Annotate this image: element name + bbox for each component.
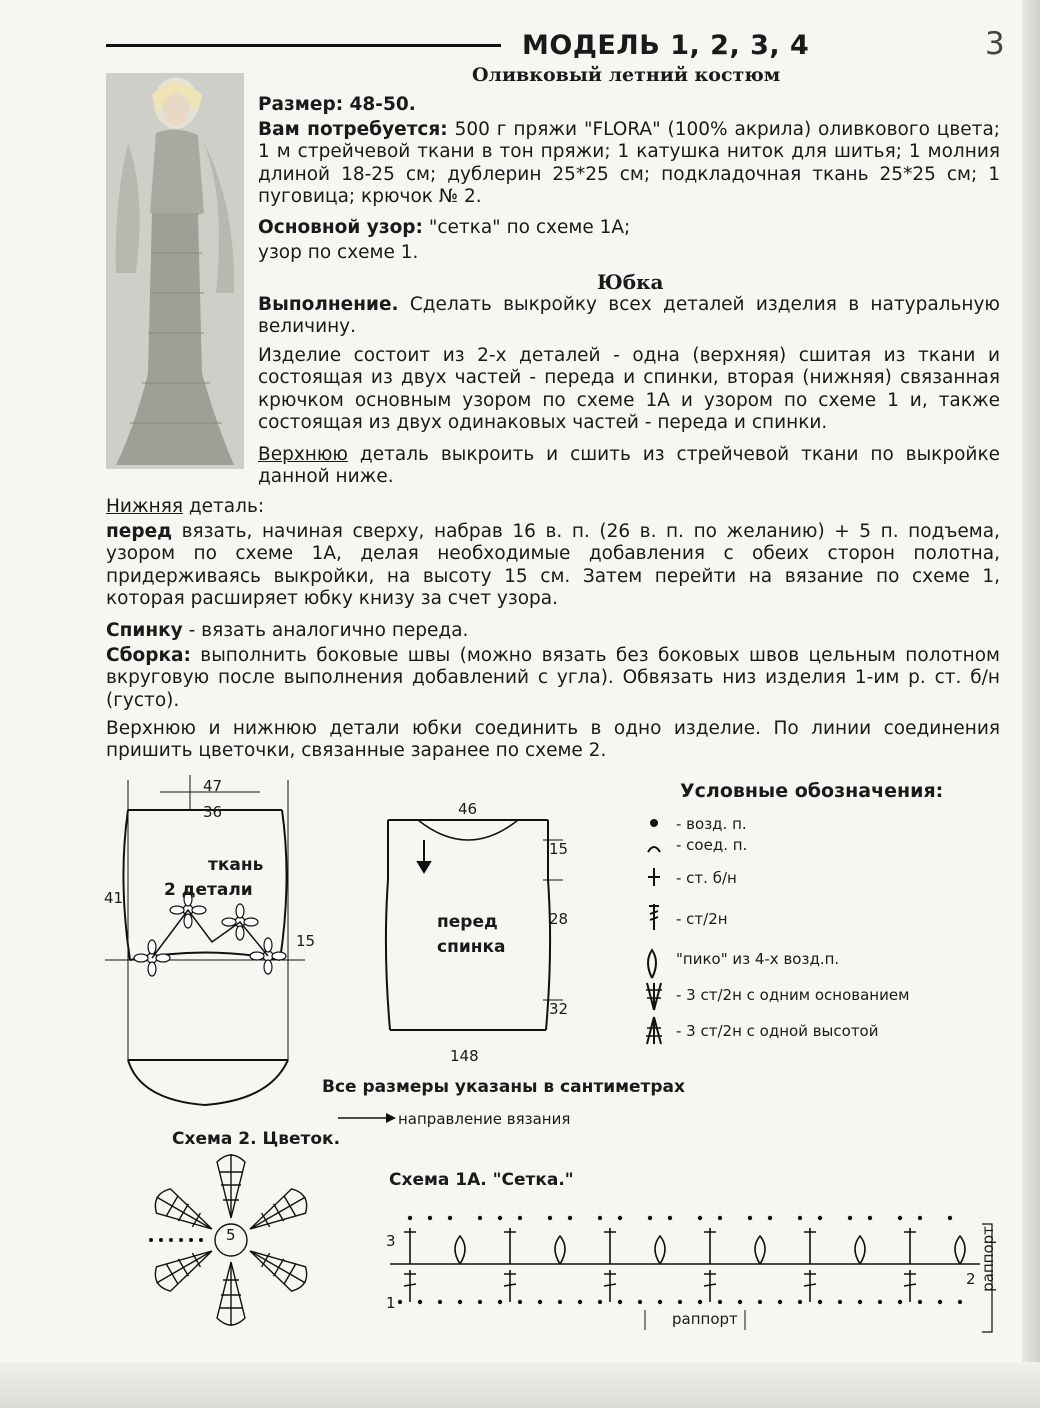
mesh-repeat-bottom: раппорт <box>672 1310 738 1328</box>
legend-item-chain: - возд. п. <box>676 815 747 833</box>
legend-item-cluster-top: - 3 ст/2н с одной высотой <box>676 1022 879 1040</box>
mesh-row-3: 3 <box>386 1232 396 1250</box>
skirt-execution <box>258 294 1000 339</box>
scheme2-title: Схема 2. Цветок. <box>172 1129 341 1149</box>
fabric-pattern-diagram <box>100 760 360 1120</box>
picot-icon <box>644 946 674 980</box>
upper-word: Верхнюю <box>258 444 349 465</box>
cross-icon <box>646 866 676 888</box>
dim-36: 36 <box>203 803 223 821</box>
back-text: - вязать аналогично переда. <box>182 620 469 641</box>
skirt-heading: Юбка <box>597 270 664 294</box>
page-shadow <box>1022 0 1040 1408</box>
intro-pattern-2: узор по схеме 1. <box>258 242 419 263</box>
dim-32: 32 <box>549 1000 569 1018</box>
main-pattern-label: Основной узор: <box>258 217 423 238</box>
lower-text: деталь: <box>182 496 265 517</box>
mesh-row-2: 2 <box>966 1270 976 1288</box>
model-photo <box>106 73 244 469</box>
size-label: Размер: 48-50. <box>258 94 416 115</box>
skirt-upper <box>258 444 1000 489</box>
front-back-label-2: спинка <box>437 937 506 957</box>
legend-item-slip: - соед. п. <box>676 836 748 854</box>
direction-label: направление вязания <box>398 1110 571 1128</box>
dim-15a: 15 <box>296 932 316 950</box>
dim-47: 47 <box>203 777 223 795</box>
fabric-label: ткань <box>208 855 264 875</box>
repeat-bracket <box>980 1220 994 1340</box>
dim-28: 28 <box>549 910 569 928</box>
parts-label: 2 детали <box>164 880 253 900</box>
dot-icon <box>646 815 676 831</box>
dim-148: 148 <box>450 1047 479 1065</box>
dim-15b: 15 <box>549 840 569 858</box>
materials-text: 500 г пряжи "FLORA" (100% акрила) оливкового цвета; 1 м стрейчевой ткани в тон пряжи; 1 катушка ниток для шитья; 1 молния длиной 18-25 см; дублерин 25*25 см; подкладочная ткань 25*25 см; 1 пуговица; крючок № 2. <box>258 119 1001 208</box>
intro-materials <box>258 119 1000 209</box>
scheme1a-title: Схема 1А. "Сетка." <box>389 1170 574 1190</box>
page-number: 3 <box>985 26 1005 62</box>
header-rule <box>106 44 501 47</box>
skirt-front <box>106 521 1000 611</box>
front-text: вязать, начиная сверху, набрав 16 в. п. (26 в. п. по желанию) + 5 п. подъема, узором по схеме 1А, делая необходимые добавления с обеих сторон полотна, придерживаясь выкройки, на высоту 15 см. Затем перейти на вязание по схеме 1, которая расширяет юбку книзу за счет узора. <box>106 521 1000 610</box>
dim-46: 46 <box>458 800 478 818</box>
intro-size <box>258 94 1000 116</box>
legend-item-sc: - ст. б/н <box>676 869 737 887</box>
front-back-label-1: перед <box>437 912 498 932</box>
legend-item-picot: "пико" из 4-х возд.п. <box>676 950 840 968</box>
front-label: перед <box>106 521 173 542</box>
execution-text: Сделать выкройку всех деталей изделия в натуральную величину. <box>258 294 1000 338</box>
legend-item-cluster-base: - 3 ст/2н с одним основанием <box>676 986 910 1004</box>
cluster-base-icon <box>644 980 674 1014</box>
intro-main-pattern <box>258 217 1000 239</box>
model-figure-icon <box>106 73 244 469</box>
arc-icon <box>646 840 676 856</box>
assembly-label: Сборка: <box>106 645 191 666</box>
mesh-repeat-side: раппорт <box>978 1226 997 1292</box>
dim-41: 41 <box>104 889 124 907</box>
skirt-structure: Изделие состоит из 2-х деталей - одна (верхняя) сшитая из ткани и состоящая из двух частей - переда и спинки, вторая (нижняя) связанная крючком основным узором по схеме 1А и узором по схеме 1 и, также состоящая из двух одинаковых частей - переда и спинки. <box>258 345 1000 434</box>
execution-label: Выполнение. <box>258 294 399 315</box>
skirt-lower <box>106 496 1000 518</box>
mesh-scheme-diagram <box>390 1198 990 1308</box>
back-label: Спинку <box>106 620 183 641</box>
article-subtitle: Оливковый летний костюм <box>472 64 781 86</box>
skirt-back <box>106 620 1000 642</box>
legend-item-dc: - ст/2н <box>676 910 728 928</box>
cluster-top-icon <box>644 1014 674 1048</box>
materials-label: Вам потребуется: <box>258 119 448 140</box>
flower-center-number: 5 <box>226 1226 236 1244</box>
legend-title: Условные обозначения: <box>680 780 944 802</box>
direction-arrow-icon <box>338 1111 398 1125</box>
skirt-assembly <box>106 645 1000 712</box>
mesh-row-1: 1 <box>386 1294 396 1312</box>
upper-text: деталь выкроить и сшить из стрейчевой ткани по выкройке данной ниже. <box>258 444 1000 488</box>
page-bottom-edge <box>0 1362 1040 1408</box>
lower-word: Нижняя <box>106 496 183 517</box>
skirt-join: Верхнюю и нижнюю детали юбки соединить в одно изделие. По линии соединения пришить цветочки, связанные заранее по схеме 2. <box>106 718 1000 762</box>
dc-icon <box>646 902 676 932</box>
main-pattern-text: "сетка" по схеме 1А; <box>422 217 631 238</box>
assembly-text: выполнить боковые швы (можно вязать без боковых швов цельным полотном вкруговую после выполнения добавлений с угла). Обвязать низ изделия 1-им р. ст. б/н (густо). <box>106 645 1000 711</box>
all-sizes-note: Все размеры указаны в сантиметрах <box>322 1077 685 1097</box>
header-title: МОДЕЛЬ 1, 2, 3, 4 <box>522 30 810 61</box>
